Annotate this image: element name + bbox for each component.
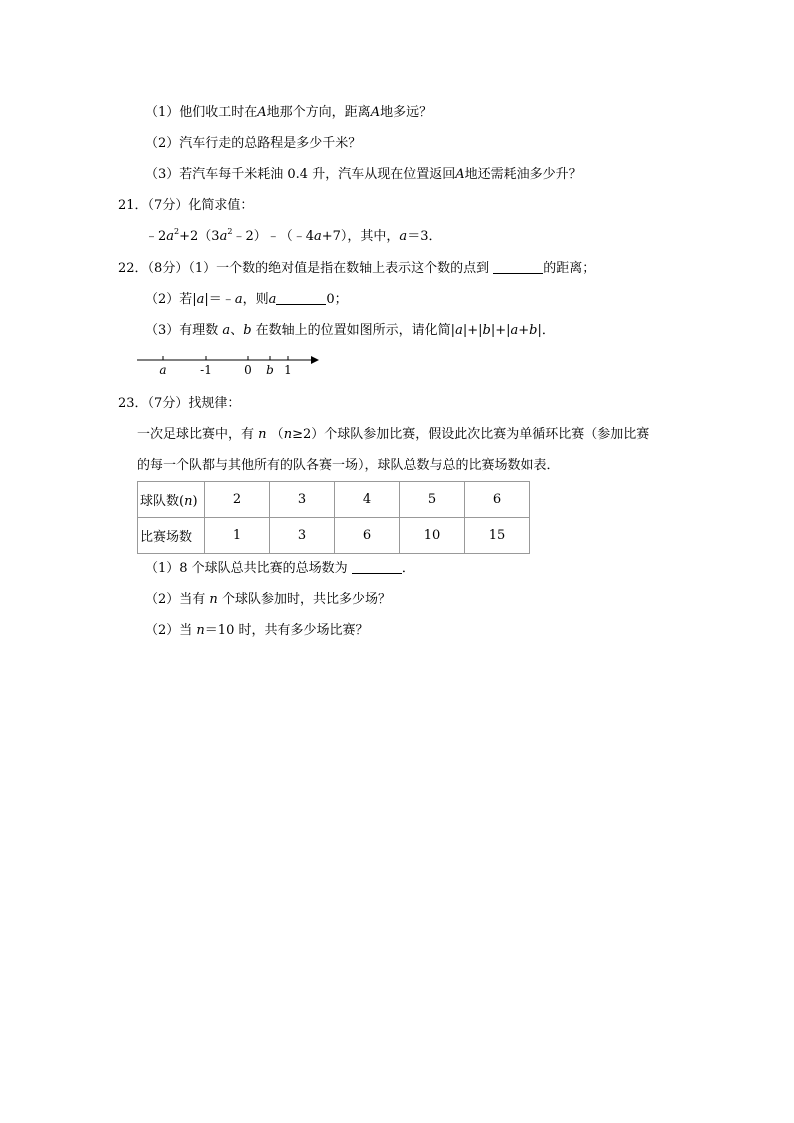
label-minus-one: -1 <box>200 363 212 377</box>
q23-intro-line2: 的每一个队都与其他所有的队各赛一场），球队总数与总的比赛场数如表． <box>137 458 560 473</box>
q23-sub1: （1）8 个球队总共比赛的总场数为 ． <box>145 561 415 576</box>
label-b: b <box>266 363 274 377</box>
q23-intro-line1: 一次足球比赛中，有 n （n≥2）个球队参加比赛，假设此次比赛为单循环比赛（参加比赛 <box>137 427 650 442</box>
table-header-cell: 比赛场数 <box>138 518 205 554</box>
answer-blank[interactable] <box>352 561 402 574</box>
q20-sub1: （1）他们收工时在A地那个方向，距离A地多远？ <box>145 105 433 120</box>
answer-blank[interactable] <box>276 292 326 305</box>
label-zero: 0 <box>244 363 252 377</box>
table-cell: 4 <box>335 482 400 518</box>
table-cell: 1 <box>205 518 270 554</box>
q22-heading: 22．（8分）（1）一个数的绝对值是指在数轴上表示这个数的点到 的距离； <box>118 261 596 276</box>
table-cell: 3 <box>270 518 335 554</box>
q20-sub3: （3）若汽车每千米耗油 0.4 升，汽车从现在位置返回A地还需耗油多少升？ <box>145 167 582 182</box>
table-cell: 10 <box>400 518 465 554</box>
answer-blank[interactable] <box>493 261 543 274</box>
table-cell: 5 <box>400 482 465 518</box>
q21-expression: $﹣2a^2+2(3a^2﹣2)﹣(﹣4a+7)$，其中，a＝3． <box>145 227 442 244</box>
arrow-icon <box>311 356 319 364</box>
table-cell: 15 <box>465 518 530 554</box>
table-row <box>138 482 530 518</box>
q20-sub2: （2）汽车行走的总路程是多少千米？ <box>145 136 362 151</box>
teams-matches-table <box>137 481 530 554</box>
label-one: 1 <box>284 363 292 377</box>
q23-sub2: （2）当有 n 个球队参加时，共比多少场？ <box>145 592 391 607</box>
q23-sub3: （2）当 n＝10 时，共有多少场比赛？ <box>145 623 369 638</box>
table-cell: 3 <box>270 482 335 518</box>
table-row <box>138 518 530 554</box>
table-cell: 2 <box>205 482 270 518</box>
table-cell: 6 <box>335 518 400 554</box>
q22-sub2: （2）若|a|＝﹣a，则a 0； <box>145 292 348 307</box>
table-cell: 6 <box>465 482 530 518</box>
table-header-cell: 球队数(n) <box>138 482 205 518</box>
label-a: a <box>159 363 167 377</box>
number-line-figure <box>137 350 327 380</box>
q23-heading: 23．（7分）找规律： <box>118 396 241 411</box>
q21-heading: 21．（7分）化简求值： <box>118 198 254 213</box>
q22-sub3: （3）有理数 a、b 在数轴上的位置如图所示，请化简|a|+|b|+|a+b|． <box>145 323 555 338</box>
